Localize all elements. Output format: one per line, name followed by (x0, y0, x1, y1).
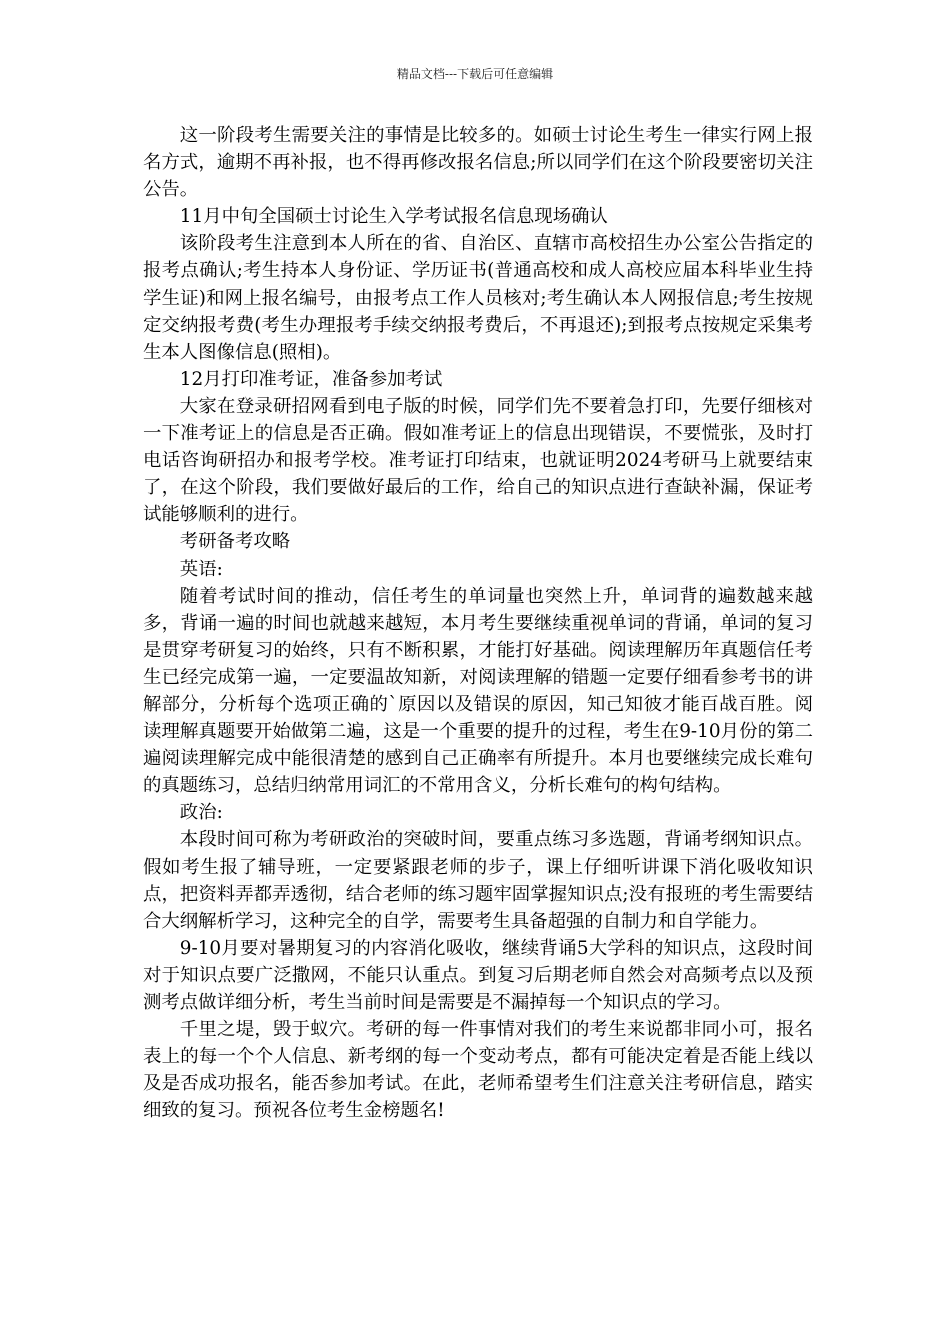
document-body (143, 122, 813, 1124)
paragraph-heading-strategy: 考研备考攻略 (179, 531, 291, 553)
paragraph-confirmation: 该阶段考生注意到本人所在的省、自治区、直辖市高校招生办公室公告指定的报考点确认;考生持本人身份证、学历证书(普通高校和成人高校应届本科毕业生持学生证)和网上报名编号，由报考点工作人员核对;考生确认本人网报信息;考生按规定交纳报考费(考生办理报考手续交纳报考费后，不再退还);到报考点按规定采集考生本人图像信息(照相)。 (143, 233, 813, 363)
page-header: 精品文档---下载后可任意编辑 (396, 67, 554, 81)
paragraph-politics: 本段时间可称为考研政治的突破时间，要重点练习多选题，背诵考纲知识点。假如考生报了辅导班，一定要紧跟老师的步子，课上仔细听讲课下消化吸收知识点，把资料弄都弄透彻，结合老师的练习题牢固掌握知识点;没有报班的考生需要结合大纲解析学习，这种完全的自学，需要考生具备超强的自制力和自学能力。 (143, 829, 813, 932)
paragraph-heading-politics: 政治: (179, 802, 223, 824)
paragraph-intro: 这一阶段考生需要关注的事情是比较多的。如硕士讨论生考生一律实行网上报名方式，逾期不再补报，也不得再修改报名信息;所以同学们在这个阶段要密切关注公告。 (143, 125, 813, 201)
paragraph-english: 随着考试时间的推动，信任考生的单词量也突然上升，单词背的遍数越来越多，背诵一遍的时间也就越来越短，本月考生要继续重视单词的背诵，单词的复习是贯穿考研复习的始终，只有不断积累，才能打好基础。阅读理解历年真题信任考生已经完成第一遍，一定要温故知新，对阅读理解的错题一定要仔细看参考书的讲解部分，分析每个选项正确的`原因以及错误的原因，知己知彼才能百战百胜。阅读理解真题要开始做第二遍，这是一个重要的提升的过程，考生在9-10月份的第二遍阅读理解完成中能很清楚的感到自己正确率有所提升。本月也要继续完成长难句的真题练习，总结归纳常用词汇的不常用含义，分析长难句的构句结构。 (143, 585, 813, 797)
paragraph-heading-english: 英语: (179, 558, 223, 580)
paragraph-heading-december: 12月打印准考证，准备参加考试 (179, 368, 443, 390)
paragraph-september-october: 9-10月要对暑期复习的内容消化吸收，继续背诵5大学科的知识点，这段时间对于知识点要广泛撒网，不能只认重点。到复习后期老师自然会对高频考点以及预测考点做详细分析，考生当前时间是需要是不漏掉每一个知识点的学习。 (143, 937, 813, 1013)
paragraph-admission-ticket: 大家在登录研招网看到电子版的时候，同学们先不要着急打印，先要仔细核对一下准考证上的信息是否正确。假如准考证上的信息出现错误，不要慌张，及时打电话咨询研招办和报考学校。准考证打印结束，也就证明2024考研马上就要结束了，在这个阶段，我们要做好最后的工作，给自己的知识点进行查缺补漏，保证考试能够顺利的进行。 (143, 395, 813, 526)
paragraph-conclusion: 千里之堤，毁于蚁穴。考研的每一件事情对我们的考生来说都非同小可，报名表上的每一个个人信息、新考纲的每一个变动考点，都有可能决定着是否能上线以及是否成功报名，能否参加考试。在此，老师希望考生们注意关注考研信息，踏实细致的复习。预祝各位考生金榜题名! (143, 1019, 813, 1122)
paragraph-heading-november: 11月中旬全国硕士讨论生入学考试报名信息现场确认 (179, 206, 608, 228)
